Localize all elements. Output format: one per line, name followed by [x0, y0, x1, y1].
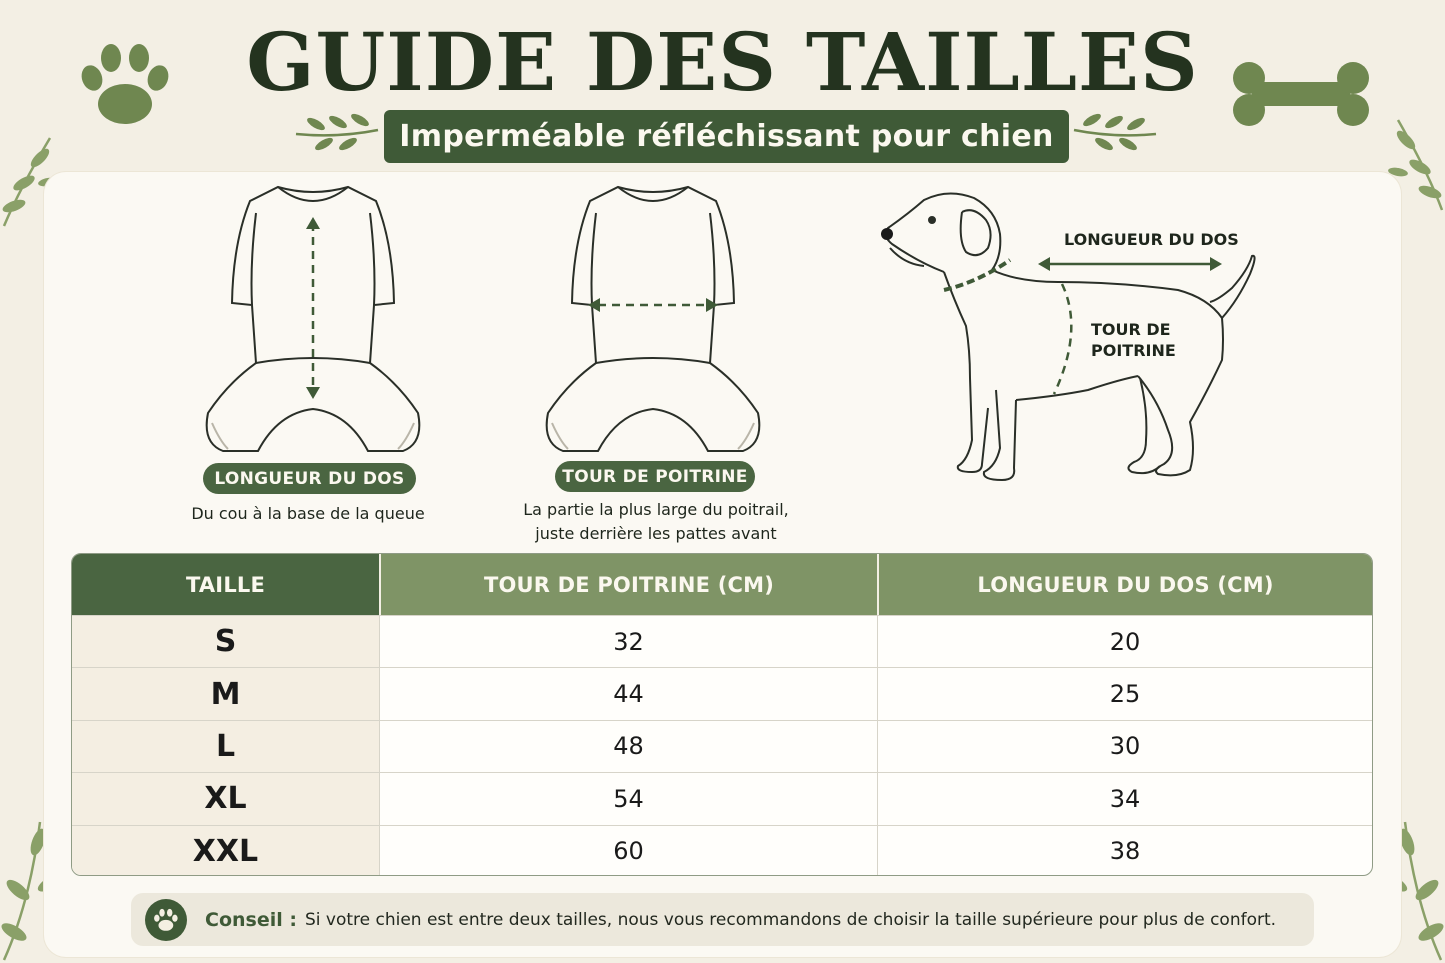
back-cell: 30	[877, 721, 1372, 772]
subtitle: Imperméable réfléchissant pour chien	[399, 119, 1054, 154]
table-header-chest: TOUR DE POITRINE (CM)	[379, 554, 877, 615]
table-row	[72, 720, 1372, 772]
garment-chest-icon	[538, 183, 768, 458]
size-cell: L	[72, 721, 379, 772]
tip-text: Si votre chien est entre deux tailles, nous vous recommandons de choisir la taille supérieure pour plus de confort.	[304, 909, 1277, 930]
page-title: GUIDE DES TAILLES	[246, 15, 1199, 109]
size-cell: XL	[72, 773, 379, 824]
chest-cell: 48	[379, 721, 877, 772]
table-row	[72, 615, 1372, 667]
chest-cell: 60	[379, 826, 877, 876]
tip-banner	[131, 893, 1314, 946]
tip-label: Conseil :	[205, 908, 297, 931]
back-length-caption: Du cou à la base de la queue	[191, 504, 425, 523]
chest-cell: 44	[379, 668, 877, 719]
table-row	[72, 667, 1372, 719]
back-length-label: LONGUEUR DU DOS	[203, 463, 416, 494]
size-table	[71, 553, 1373, 876]
paw-icon	[145, 899, 187, 941]
size-cell: S	[72, 616, 379, 667]
leaf-sprig-icon	[294, 108, 380, 156]
table-header-back: LONGUEUR DU DOS (CM)	[877, 554, 1372, 615]
back-cell: 25	[877, 668, 1372, 719]
table-row	[72, 772, 1372, 824]
dog-chest-label-line1: TOUR DE	[1091, 320, 1171, 339]
subtitle-banner	[384, 110, 1069, 163]
chest-cell: 54	[379, 773, 877, 824]
table-row	[72, 825, 1372, 876]
back-cell: 38	[877, 826, 1372, 876]
chest-caption-line1: La partie la plus large du poitrail,	[523, 500, 789, 519]
chest-cell: 32	[379, 616, 877, 667]
dog-chest-label-line2: POITRINE	[1091, 341, 1176, 360]
table-header-size: TAILLE	[72, 554, 379, 615]
garment-back-icon	[198, 183, 428, 458]
size-cell: XXL	[72, 826, 379, 876]
dog-back-label: LONGUEUR DU DOS	[1064, 230, 1239, 249]
back-cell: 20	[877, 616, 1372, 667]
back-cell: 34	[877, 773, 1372, 824]
chest-label: TOUR DE POITRINE	[555, 461, 755, 492]
chest-caption-line2: juste derrière les pattes avant	[535, 524, 777, 543]
table-header-row	[72, 554, 1372, 615]
size-cell: M	[72, 668, 379, 719]
leaf-sprig-icon	[1072, 108, 1158, 156]
